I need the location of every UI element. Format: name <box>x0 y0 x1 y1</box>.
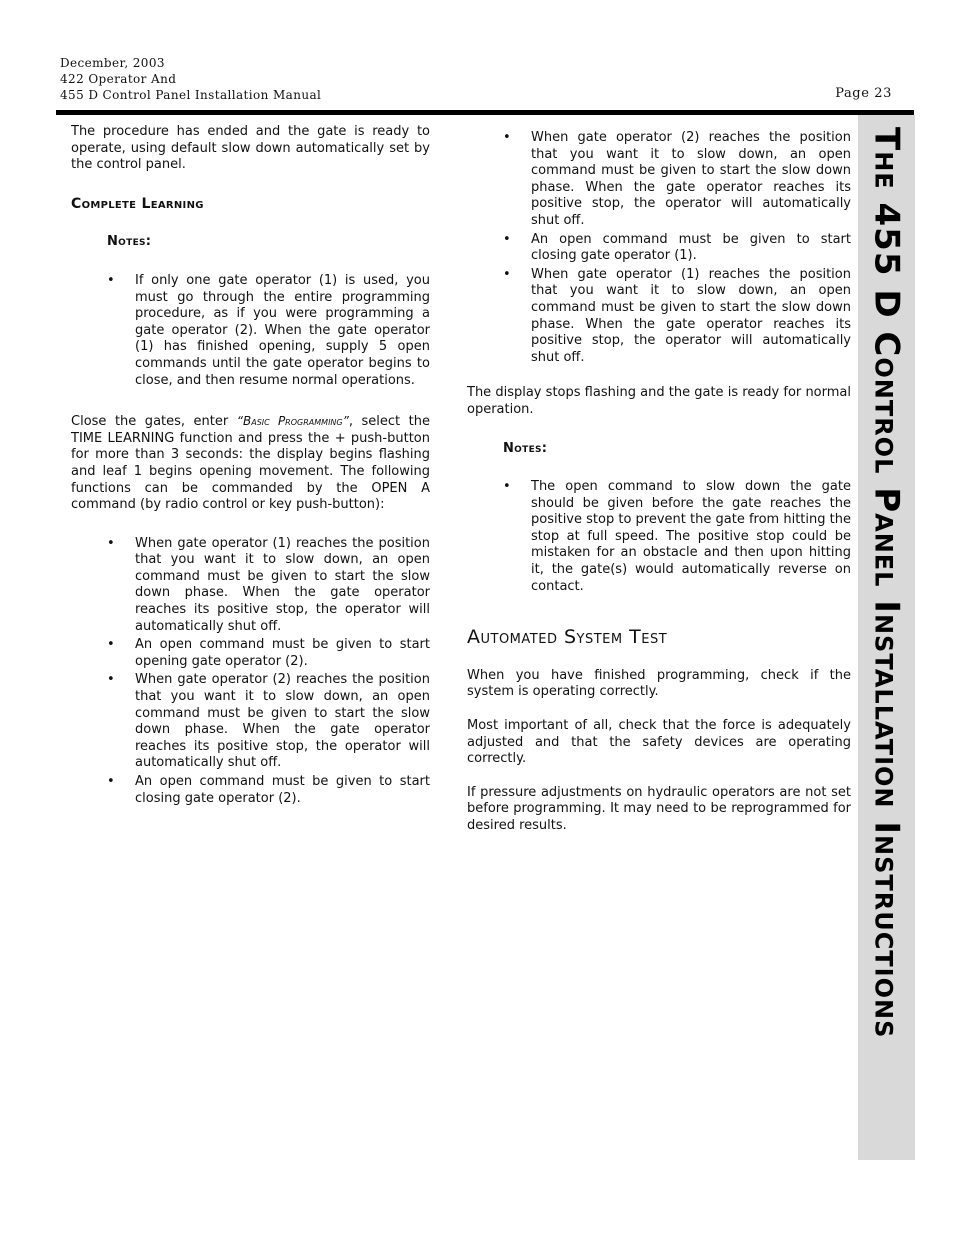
procedure-paragraph: Close the gates, enter “Basic Programming”, select the TIME LEARNING function and press the + push-button for more than 3 seconds: the display begins flashing and leaf 1 begins opening movement. The following functions can be commanded by the OPEN A command (by radio control or key push-button): <box>71 414 430 513</box>
section-heading-automated-system-test: Automated System Test <box>467 626 668 649</box>
header-date: December, 2003 <box>60 56 165 70</box>
notes-label: Notes: <box>107 234 152 250</box>
basic-programming-reference: “Basic Programming” <box>236 414 349 429</box>
header-rule <box>56 110 914 115</box>
test-paragraph: When you have finished programming, check if the system is operating correctly. <box>467 667 851 700</box>
list-item: • When gate operator (1) reaches the position that you want it to slow down, an open command must be given to start the slow down phase. When the gate operator reaches its positive stop, the operator will automatically shut off. <box>107 535 430 634</box>
page-header <box>60 55 894 103</box>
left-column <box>71 124 430 809</box>
bullet-icon: • <box>503 231 511 247</box>
bullet-icon: • <box>107 272 115 288</box>
notes-list <box>467 479 851 595</box>
bullet-icon: • <box>107 637 115 653</box>
list-item: • The open command to slow down the gate should be given before the gate reaches the positive stop to prevent the gate from hitting the stop at full speed. The positive stop could be mistaken for an obstacle and then upon hitting it, the gate(s) would automatically reverse on contact. <box>503 479 851 594</box>
notes-list <box>71 273 430 389</box>
test-paragraph: Most important of all, check that the force is adequately adjusted and that the safety devices are operating correctly. <box>467 718 851 767</box>
list-item: • An open command must be given to start closing gate operator (1). <box>503 231 851 264</box>
list-item: • When gate operator (1) reaches the position that you want it to slow down, an open command must be given to start the slow down phase. When the gate operator reaches its positive stop, the operator will automatically shut off. <box>503 266 851 365</box>
notes-label: Notes: <box>503 440 548 456</box>
list-item: • When gate operator (2) reaches the position that you want it to slow down, an open command must be given to start the slow down phase. When the gate operator reaches its positive stop, the operator will automatically shut off. <box>107 672 430 771</box>
bullet-icon: • <box>107 672 115 688</box>
sidebar-title-band <box>858 115 915 1160</box>
list-item: • An open command must be given to start opening gate operator (2). <box>107 637 430 669</box>
functions-list-continued <box>467 130 851 366</box>
section-heading-complete-learning: Complete Learning <box>71 195 204 212</box>
header-line-2: 422 Operator And <box>60 72 177 86</box>
header-lines <box>60 55 894 103</box>
list-item: • An open command must be given to start closing gate operator (2). <box>107 774 430 806</box>
intro-paragraph: The procedure has ended and the gate is ready to operate, using default slow down automatically set by the control panel. <box>71 124 430 173</box>
bullet-icon: • <box>107 774 115 789</box>
ready-paragraph: The display stops flashing and the gate is ready for normal operation. <box>467 385 851 417</box>
bullet-icon: • <box>503 130 511 145</box>
list-item: • If only one gate operator (1) is used, you must go through the entire programming procedure, as if you were programming a gate operator (2). When the gate operator (1) has finished opening, supply 5 open commands until the gate operator begins to close, and then resume normal operations. <box>107 272 430 388</box>
right-column <box>467 130 851 835</box>
header-line-3: 455 D Control Panel Installation Manual <box>60 88 322 102</box>
functions-list <box>71 536 430 808</box>
bullet-icon: • <box>503 479 511 495</box>
list-item: • When gate operator (2) reaches the position that you want it to slow down, an open command must be given to start the slow down phase. When the gate operator reaches its positive stop, the operator will automatically shut off. <box>503 130 851 228</box>
sidebar-title: The 455 D Control Panel Installation Instructions <box>866 127 907 1039</box>
page-number: Page 23 <box>835 86 892 101</box>
bullet-icon: • <box>107 535 115 551</box>
test-paragraph: If pressure adjustments on hydraulic operators are not set before programming. It may need to be reprogrammed for desired results. <box>467 784 851 833</box>
bullet-icon: • <box>503 266 511 282</box>
